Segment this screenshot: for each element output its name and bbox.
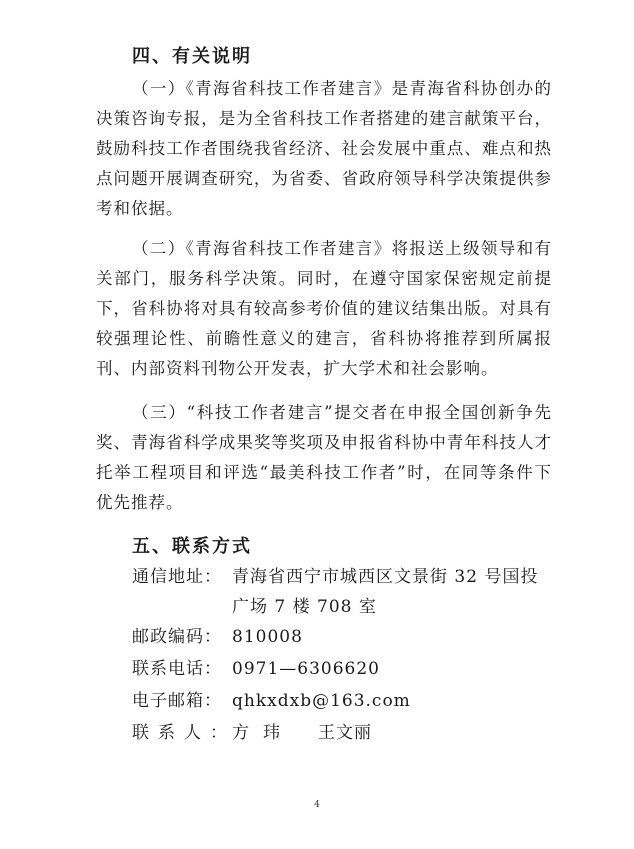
postcode-row — [132, 622, 303, 652]
contact-person-label: 联系人： — [132, 723, 236, 743]
address-row — [132, 562, 542, 622]
postcode-value: 810008 — [232, 627, 303, 647]
address-label: 通信地址： — [132, 567, 222, 587]
phone-row — [132, 654, 380, 684]
section-4-paragraph-2: （二）《青海省科技工作者建言》将报送上级领导和有关部门，服务科学决策。同时，在遵守国家保密规定前提下，省科协将对具有较高参考价值的建议结集出版。对具有较强理论性、前瞻性意义的建言，省科协将推荐到所属报刊、内部资料刊物公开发表，扩大学术和社会影响。 — [96, 239, 552, 378]
email-value: qhkxdxb@163.com — [232, 691, 411, 711]
section-4-paragraph-1: （一）《青海省科技工作者建言》是青海省科协创办的决策咨询专报，是为全省科技工作者搭建的建言献策平台，鼓励科技工作者围绕我省经济、社会发展中重点、难点和热点问题开展调查研究，为省委、省政府领导科学决策提供参考和依据。 — [96, 79, 552, 218]
contact-person-name-1: 方玮 — [232, 723, 294, 743]
phone-value: 0971—6306620 — [232, 659, 380, 679]
postcode-label: 邮政编码： — [132, 627, 222, 647]
contact-person-row — [132, 718, 372, 748]
email-row — [132, 686, 411, 716]
section-5-heading: 五、联系方式 — [132, 536, 252, 557]
email-label: 电子邮箱： — [132, 691, 222, 711]
address-value: 青海省西宁市城西区文景街 32 号国投广场 7 楼 708 室 — [232, 567, 539, 617]
section-4-heading: 四、有关说明 — [132, 46, 252, 67]
page-number: 4 — [314, 800, 320, 810]
section-4-paragraph-3: （三）“科技工作者建言”提交者在申报全国创新争先奖、青海省科学成果奖等奖项及申报省科协中青年科技人才托举工程项目和评选“最美科技工作者”时，在同等条件下优先推荐。 — [96, 403, 552, 512]
phone-label: 联系电话： — [132, 659, 222, 679]
contact-person-name-2: 王文丽 — [318, 723, 372, 743]
